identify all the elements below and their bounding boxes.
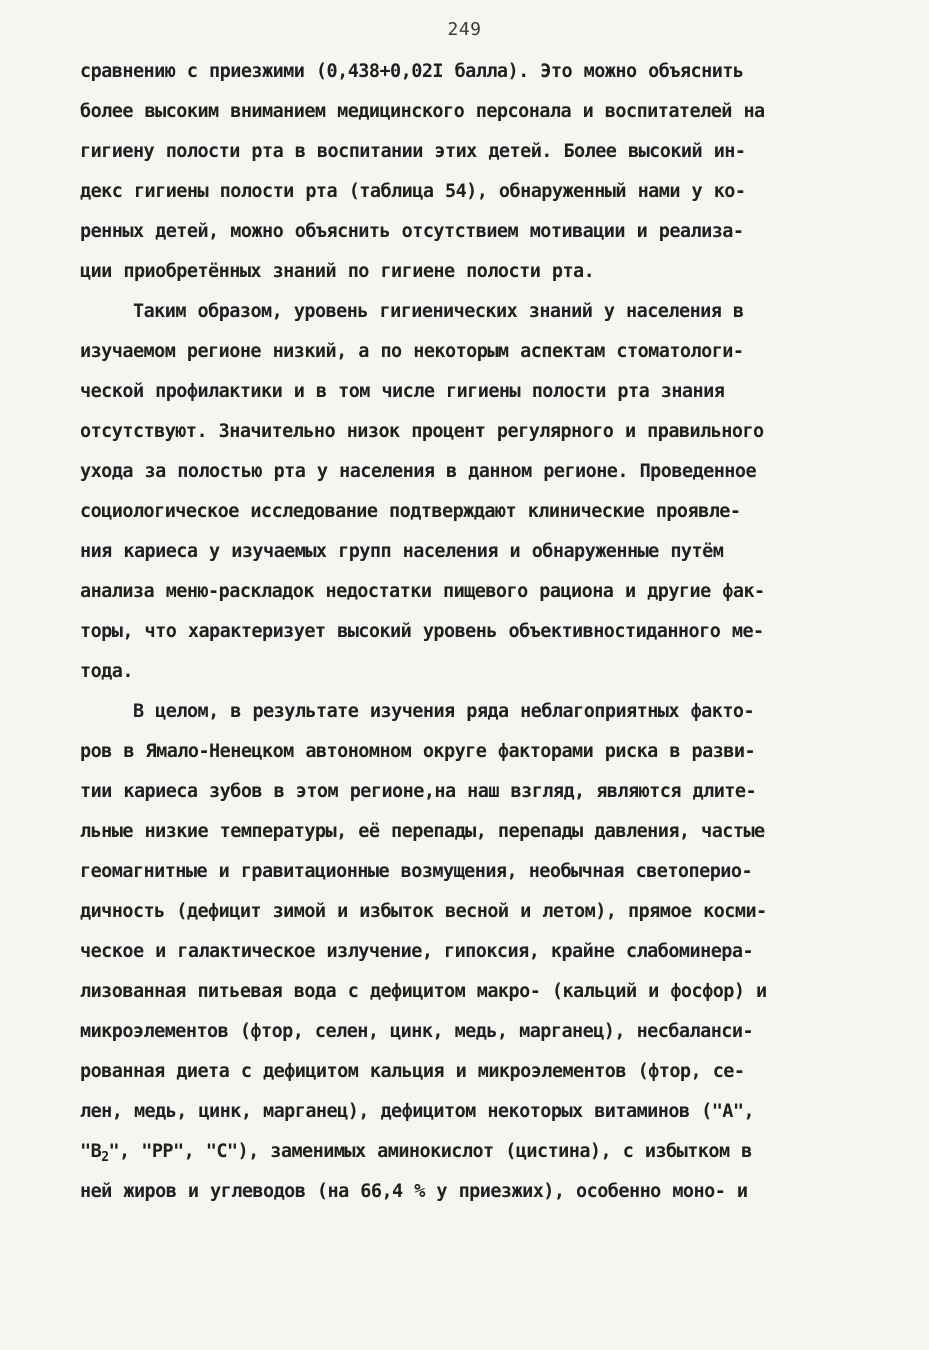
- text-line: ухода за полостью рта у населения в данном регионе. Проведенное: [80, 461, 757, 482]
- text-line: ния кариеса у изучаемых групп населения и обнаруженные путём: [80, 541, 724, 562]
- text-line: сравнению с приезжими (0,438+0,02I балла). Это можно объяснить: [80, 61, 744, 82]
- text-line: анализа меню-раскладок недостатки пищевого рациона и другие фак-: [80, 581, 765, 602]
- page-number: 249: [447, 19, 482, 40]
- text-line: ческое и галактическое излучение, гипоксия, крайне слабоминера-: [80, 941, 754, 962]
- paragraph-start-line: В целом, в результате изучения ряда неблагоприятных факто-: [133, 701, 755, 722]
- text-line: ции приобретённых знаний по гигиене полости рта.: [80, 261, 595, 282]
- subscript: 2: [101, 1150, 109, 1165]
- text-line: торы, что характеризует высокий уровень объективностиданного ме-: [80, 621, 764, 642]
- text-line: дичность (дефицит зимой и избыток весной и летом), прямое косми-: [80, 901, 767, 922]
- text-line: изучаемом регионе низкий, а по некоторым аспектам стоматологи-: [80, 341, 744, 362]
- text-line: декс гигиены полости рта (таблица 54), обнаруженный нами у ко-: [80, 181, 746, 202]
- text-line: микроэлементов (фтор, селен, цинк, медь, марганец), несбаланси-: [80, 1021, 754, 1042]
- text-line: тии кариеса зубов в этом регионе,на наш взгляд, являются длите-: [80, 781, 757, 802]
- paragraph-start-line: Таким образом, уровень гигиенических знаний у населения в: [133, 301, 744, 322]
- text-line: гигиену полости рта в воспитании этих детей. Более высокий ин-: [80, 141, 746, 162]
- text-line: рованная диета с дефицитом кальция и микроэлементов (фтор, се-: [80, 1061, 745, 1082]
- text-line: более высоким вниманием медицинского персонала и воспитателей на: [80, 101, 765, 122]
- text-line: геомагнитные и гравитационные возмущения, необычная светоперио-: [80, 861, 753, 882]
- text-fragment: ", "РР", "С"), заменимых аминокислот (цистина), с избытком в: [108, 1141, 752, 1162]
- text-line: социологическое исследование подтверждают клинические проявле-: [80, 501, 741, 522]
- text-line: ческой профилактики и в том числе гигиены полости рта знания: [80, 381, 725, 402]
- text-fragment: "В: [80, 1141, 102, 1162]
- text-line: ренных детей, можно объяснить отсутствием мотивации и реализа-: [80, 221, 744, 242]
- text-line: льные низкие температуры, её перепады, перепады давления, частые: [80, 821, 765, 842]
- text-line: тода.: [80, 661, 133, 682]
- text-line: ней жиров и углеводов (на 66,4 % у приезжих), особенно моно- и: [80, 1181, 748, 1202]
- text-line: лизованная питьевая вода с дефицитом макро- (кальций и фосфор) и: [80, 981, 767, 1002]
- text-line: лен, медь, цинк, марганец), дефицитом некоторых витаминов ("А",: [80, 1101, 755, 1122]
- text-line: отсутствуют. Значительно низок процент регулярного и правильного: [80, 421, 764, 442]
- text-line: ров в Ямало-Ненецком автономном округе факторами риска в разви-: [80, 741, 756, 762]
- text-line-with-subscript: [80, 1137, 752, 1167]
